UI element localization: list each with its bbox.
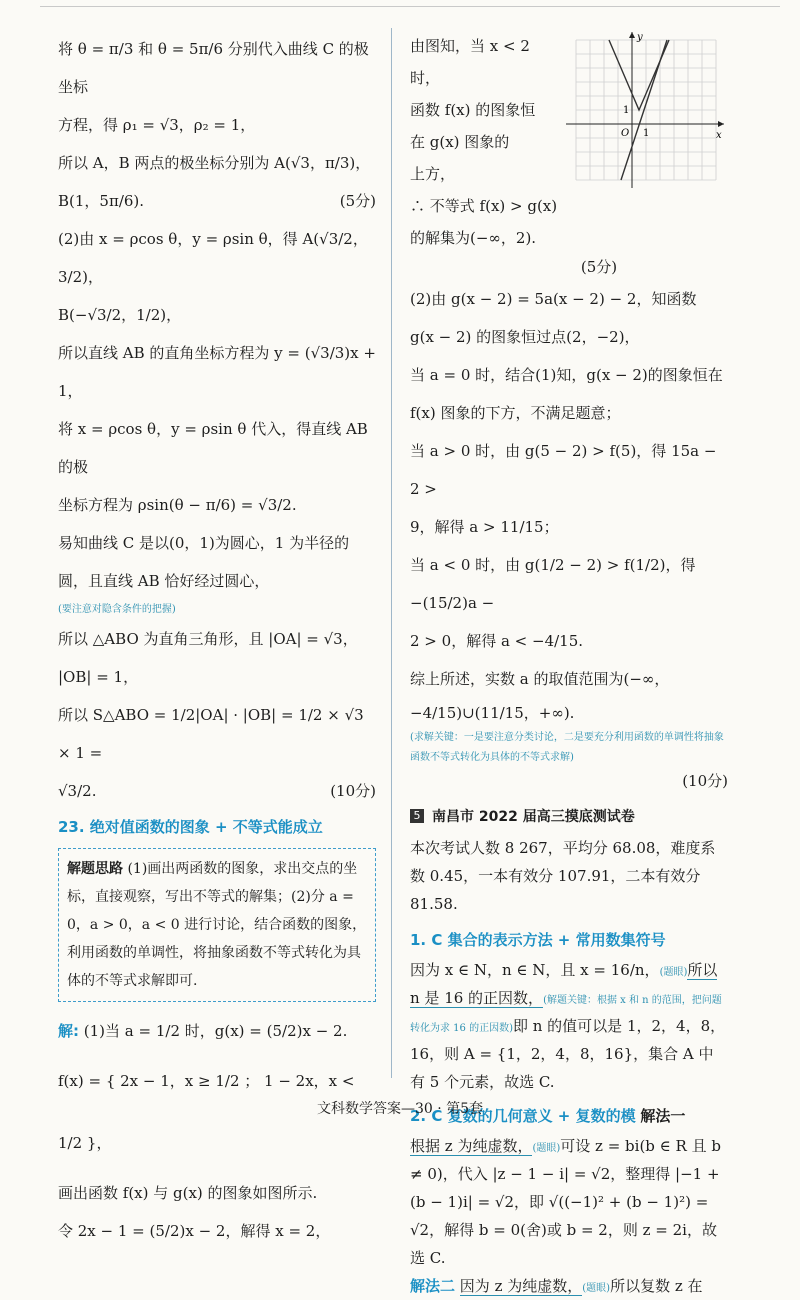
score-label: (10分)	[682, 772, 728, 790]
annotation-tag: (要注意对隐含条件的把握)	[58, 604, 176, 615]
text-line: −4/15)∪(11/15，+∞).	[410, 704, 575, 722]
text-line: 将 θ = π/3 和 θ = 5π/6 分别代入曲线 C 的极坐标	[58, 40, 369, 96]
text-segment: √3/2.	[58, 782, 97, 800]
top-rule	[40, 6, 780, 7]
page-footer: 文科数学答案—30 · 第5套	[316, 1101, 484, 1117]
text-line: 所以 A，B 两点的极坐标分别为 A(√3，π/3)，	[58, 154, 371, 172]
text-line: 2 > 0，解得 a < −4/15.	[410, 632, 584, 650]
question-1-body	[410, 956, 728, 1096]
text-line: 画出函数 f(x) 与 g(x) 的图象如图所示.	[58, 1184, 318, 1202]
annotation-tag: (解题关键：根据 x 和 n 的范围，把问题转化为求 16 的正因数)	[410, 995, 722, 1034]
graph-row	[410, 30, 728, 254]
text-line: (2)由 x = ρcos θ，y = ρsin θ，得 A(√3/2，3/2)，	[58, 230, 368, 286]
text-segment: 所以复数 z 在	[610, 1277, 703, 1295]
text-line: 令 2x − 1 = (5/2)x − 2，解得 x = 2，	[58, 1222, 331, 1240]
annotation-tag: (求解关键：一是要注意分类讨论，二是要充分利用函数的单调性将抽象函数不等式转化为具体的不等式求解)	[410, 732, 724, 763]
text-line: 的解集为(−∞，2).	[410, 229, 537, 247]
text-line: 由图知，当 x < 2 时，	[410, 37, 530, 87]
grid	[576, 40, 716, 180]
text-line: ∴ 不等式 f(x) > g(x)	[410, 197, 558, 215]
x-axis-arrow	[718, 121, 724, 127]
question-1-line	[410, 924, 728, 956]
text-line: 易知曲线 C 是以(0，1)为圆心，1 为半径的	[58, 534, 350, 552]
exam-title: 南昌市 2022 届高三摸底测试卷	[432, 809, 635, 825]
solution-idea	[67, 855, 367, 995]
text-segment: B(1，5π/6).	[58, 192, 145, 210]
question-2-head: 2. C 复数的几何意义 + 复数的模	[410, 1107, 636, 1125]
question-1-head: 1. C 集合的表示方法 + 常用数集符号	[410, 931, 666, 949]
text-segment: 所以 n 是 16 的正因数，	[410, 961, 718, 1007]
text-line: 所以直线 AB 的直角坐标方程为 y = (√3/3)x + 1，	[58, 344, 376, 400]
text-segment: 因为 x ∈ N，n ∈ N，且 x = 16/n，	[410, 961, 660, 979]
exam-number-badge: 5	[410, 809, 424, 823]
method-label: 解法一	[640, 1107, 686, 1125]
method-label: 解法二	[410, 1277, 456, 1295]
tick-label-y1: 1	[623, 105, 630, 116]
annotation-tag: (题眼)	[659, 967, 688, 978]
text-line: 9，解得 a > 11/15；	[410, 518, 559, 536]
text-line: 坐标方程为 ρsin(θ − π/6) = √3/2.	[58, 496, 297, 514]
tick-label-x1: 1	[643, 128, 650, 139]
annotation-tag: (题眼)	[582, 1283, 611, 1294]
text-line: 在 g(x) 图象的	[410, 133, 510, 151]
question-1	[410, 924, 728, 1096]
text-line: g(x − 2) 的图象恒过点(2，−2)，	[410, 328, 640, 346]
text-segment: 即 n 的值可以是 1，2，4，8，16，则 A = {1，2，4，8，16}，集合 A 中有 5 个元素，故选 C.	[410, 1017, 726, 1091]
text-segment: (1)当 a = 1/2 时，g(x) = (5/2)x − 2.	[83, 1022, 348, 1040]
text-line: 所以 S△ABO = 1/2|OA| · |OB| = 1/2 × √3 × 1 =	[58, 706, 364, 762]
box-label: 解题思路	[67, 861, 123, 877]
column-divider	[391, 28, 392, 1078]
box-text: (1)画出两函数的图象，求出交点的坐标，直接观察，写出不等式的解集；(2)分 a = 0，a > 0，a < 0 进行讨论，结合函数的图象，利用函数的单调性，将抽象函数不等式转化为具体的不等式求解即可.	[67, 861, 367, 989]
text-line: f(x) = { 2x − 1，x ≥ 1/2 ； 1 − 2x，x < 1/2 }，	[58, 1072, 355, 1152]
text-line: 所以 △ABO 为直角三角形，且 |OA| = √3，	[58, 630, 358, 648]
text-line	[58, 1012, 376, 1050]
question-2	[410, 1100, 728, 1300]
exam-header	[410, 806, 728, 826]
question-23-title: 23. 绝对值函数的图象 + 不等式能成立	[58, 818, 323, 836]
text-line: 当 a = 0 时，结合(1)知，g(x − 2)的图象恒在	[410, 366, 723, 384]
solution-idea-box	[58, 848, 376, 1002]
text-line: B(−√3/2，1/2)，	[58, 306, 182, 324]
y-axis-arrow	[629, 32, 635, 38]
solution-label: 解:	[58, 1022, 79, 1040]
text-line: f(x) 图象的下方，不满足题意；	[410, 404, 621, 422]
score-label: (5分)	[580, 258, 618, 276]
graph-caption	[410, 30, 560, 254]
left-column	[58, 30, 376, 1250]
text-line: 圆，且直线 AB 恰好经过圆心，	[58, 572, 270, 590]
text-line: 上方，	[410, 165, 456, 183]
text-line	[58, 182, 376, 220]
text-line: 方程，得 ρ₁ = √3，ρ₂ = 1，	[58, 116, 256, 134]
text-segment: 根据 z 为纯虚数，	[410, 1137, 533, 1155]
annotation-tag: (题眼)	[532, 1143, 561, 1154]
text-line: 函数 f(x) 的图象恒	[410, 101, 536, 119]
question-2-body	[410, 1132, 728, 1272]
exam-stats: 本次考试人数 8 267，平均分 68.08，难度系数 0.45，一本有效分 107.91，二本有效分 81.58.	[410, 839, 716, 913]
score-label: (5分)	[339, 192, 376, 210]
text-line: 当 a > 0 时，由 g(5 − 2) > f(5)，得 15a − 2 >	[410, 442, 717, 498]
text-line: |OB| = 1，	[58, 668, 139, 686]
text-line: (2)由 g(x − 2) = 5a(x − 2) − 2，知函数	[410, 290, 697, 308]
origin-label: O	[621, 128, 630, 139]
text-segment: 可设 z = bi(b ∈ R 且 b ≠ 0)，代入 |z − 1 − i| = √2，整理得 |−1 + (b − 1)i| = √2，即 √((−1)² + (b − 1)²) = √2，解得 b = 0(舍)或 b = 2，则 z = 2i，故选 C.	[410, 1137, 721, 1267]
text-line: 当 a < 0 时，由 g(1/2 − 2) > f(1/2)，得 −(15/2)a −	[410, 556, 696, 612]
question-2-method2	[410, 1272, 728, 1300]
x-axis-label: x	[716, 130, 722, 141]
function-graph	[566, 30, 726, 190]
y-axis-label: y	[637, 32, 643, 43]
text-line	[58, 772, 376, 810]
text-line: 将 x = ρcos θ，y = ρsin θ 代入，得直线 AB 的极	[58, 420, 368, 476]
text-line: 综上所述，实数 a 的取值范围为(−∞，	[410, 670, 670, 688]
text-segment: 因为 z 为纯虚数，	[459, 1277, 583, 1295]
score-label: (10分)	[330, 782, 376, 800]
